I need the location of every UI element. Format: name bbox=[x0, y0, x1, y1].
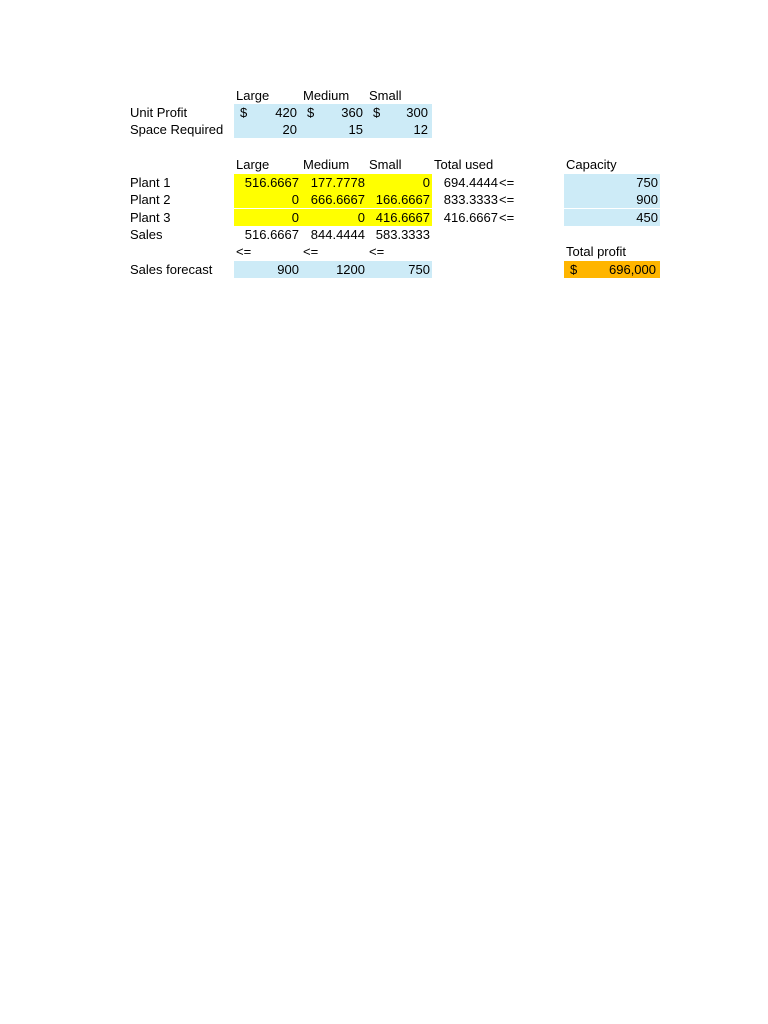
plant-1-medium[interactable]: 177.7778 bbox=[301, 174, 367, 191]
sales-op-large[interactable]: <= bbox=[236, 244, 252, 259]
sales-label[interactable]: Sales bbox=[130, 227, 163, 242]
sales-forecast-small[interactable]: 750 bbox=[367, 261, 432, 278]
sales-medium[interactable]: 844.4444 bbox=[310, 227, 365, 242]
sales-op-medium[interactable]: <= bbox=[303, 244, 319, 259]
space-required-large[interactable]: 20 bbox=[234, 121, 301, 138]
sales-forecast-medium[interactable]: 1200 bbox=[301, 261, 367, 278]
plant-2-small[interactable]: 166.6667 bbox=[367, 191, 432, 208]
total-profit-label[interactable]: Total profit bbox=[566, 244, 626, 259]
space-required-label[interactable]: Space Required bbox=[130, 122, 224, 137]
sales-large[interactable]: 516.6667 bbox=[244, 227, 299, 242]
plant-1-small[interactable]: 0 bbox=[367, 174, 432, 191]
plant-2-op[interactable]: <= bbox=[499, 192, 515, 207]
unit-profit-label[interactable]: Unit Profit bbox=[130, 105, 188, 120]
plant-3-medium[interactable]: 0 bbox=[301, 209, 367, 226]
plant-3-capacity[interactable]: 450 bbox=[564, 209, 660, 226]
plant-3-large[interactable]: 0 bbox=[234, 209, 301, 226]
unit-profit-large[interactable] bbox=[234, 104, 301, 121]
header-large[interactable]: Large bbox=[236, 88, 270, 103]
header-small[interactable]: Small bbox=[369, 88, 402, 103]
sales-small[interactable]: 583.3333 bbox=[375, 227, 430, 242]
plant-3-small[interactable]: 416.6667 bbox=[367, 209, 432, 226]
plant-1-capacity[interactable]: 750 bbox=[564, 174, 660, 191]
plant-3-total-used[interactable]: 416.6667 bbox=[443, 210, 498, 225]
cell-value: 360 bbox=[341, 105, 363, 120]
plant-1-op[interactable]: <= bbox=[499, 175, 515, 190]
plant-2-large[interactable]: 0 bbox=[234, 191, 301, 208]
plant-1-total-used[interactable]: 694.4444 bbox=[443, 175, 498, 190]
currency-symbol: $ bbox=[373, 105, 381, 120]
header-medium-2[interactable]: Medium bbox=[303, 157, 350, 172]
sales-forecast-large[interactable]: 900 bbox=[234, 261, 301, 278]
plant-2-medium[interactable]: 666.6667 bbox=[301, 191, 367, 208]
header-large-2[interactable]: Large bbox=[236, 157, 270, 172]
plant-2-label[interactable]: Plant 2 bbox=[130, 192, 171, 207]
plant-2-total-used[interactable]: 833.3333 bbox=[443, 192, 498, 207]
cell-value: 300 bbox=[406, 105, 428, 120]
currency-symbol: $ bbox=[570, 262, 578, 277]
total-profit-value[interactable] bbox=[564, 261, 660, 278]
unit-profit-small[interactable] bbox=[367, 104, 432, 121]
plant-2-capacity[interactable]: 900 bbox=[564, 191, 660, 208]
space-required-medium[interactable]: 15 bbox=[301, 121, 367, 138]
plant-3-op[interactable]: <= bbox=[499, 210, 515, 225]
plant-3-label[interactable]: Plant 3 bbox=[130, 210, 171, 225]
plant-1-large[interactable]: 516.6667 bbox=[234, 174, 301, 191]
sales-op-small[interactable]: <= bbox=[369, 244, 385, 259]
cell-value: 420 bbox=[275, 105, 297, 120]
header-medium[interactable]: Medium bbox=[303, 88, 350, 103]
currency-symbol: $ bbox=[240, 105, 248, 120]
space-required-small[interactable]: 12 bbox=[367, 121, 432, 138]
sales-forecast-label[interactable]: Sales forecast bbox=[130, 262, 213, 277]
plant-1-label[interactable]: Plant 1 bbox=[130, 175, 171, 190]
unit-profit-medium[interactable] bbox=[301, 104, 367, 121]
header-small-2[interactable]: Small bbox=[369, 157, 402, 172]
header-capacity[interactable]: Capacity bbox=[566, 157, 617, 172]
header-total-used[interactable]: Total used bbox=[434, 157, 494, 172]
cell-value: 696,000 bbox=[609, 262, 656, 277]
currency-symbol: $ bbox=[307, 105, 315, 120]
